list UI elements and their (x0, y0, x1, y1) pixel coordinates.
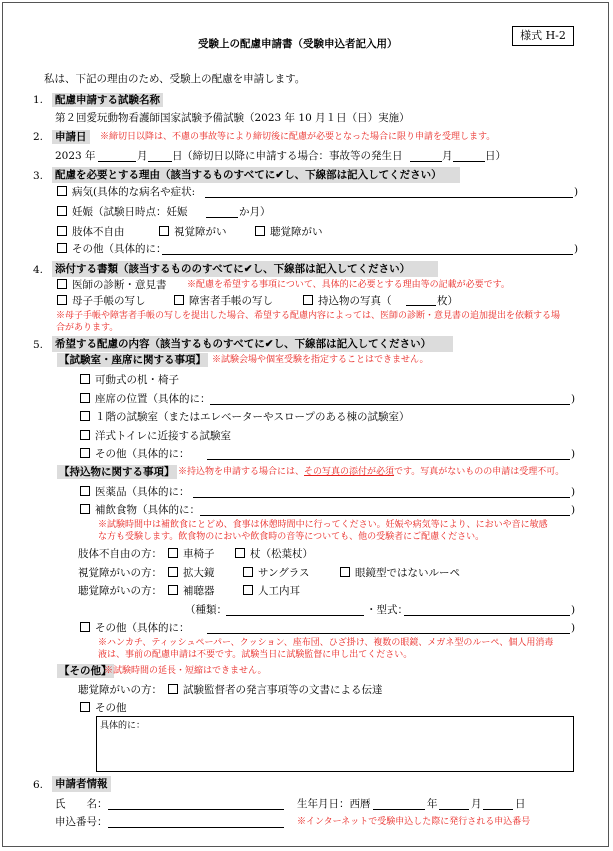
s1-number: 1. (33, 94, 44, 106)
opt-cochlear (243, 584, 300, 598)
paren-close: ) (574, 186, 579, 198)
s6-heading: 申請者情報 (52, 776, 111, 792)
carry-heading: 【持込物に関する事項】 (59, 466, 175, 478)
birth-label: 生年月日：西暦 (297, 798, 371, 810)
opt-carry-other (80, 621, 190, 635)
s4-note-line1: ※母子手帳や障害者手帳の写しを提出した場合、希望する配慮内容によっては、医師の診断・意見書の追加提出を依頼する場 (56, 311, 561, 321)
food-label: 補飲食物（具体的に： (95, 504, 200, 516)
carry-other-checkbox[interactable] (80, 622, 90, 632)
opt-medicine (80, 485, 190, 499)
paren-close: ) (571, 486, 576, 498)
doctor-note: ※配慮を希望する事項について、具体的に必要とする理由等の記載が必要です。 (187, 280, 510, 290)
opt-desk (80, 373, 179, 387)
pregnancy-months-field[interactable] (206, 217, 238, 218)
doc-disability (174, 294, 273, 308)
name-label: 氏 名： (55, 798, 108, 810)
seat-other-label: その他（具体的に： (95, 448, 190, 460)
seat-position-field[interactable] (210, 404, 570, 405)
appno-field[interactable] (108, 827, 284, 828)
s5-number: 5. (33, 339, 44, 351)
misc-note: ※試験時間の延長・短縮はできません。 (104, 666, 267, 676)
paren-close: ) (571, 622, 576, 634)
disability-checkbox[interactable] (174, 295, 184, 305)
seat-heading: 【試験室・座席に関する事項】 (59, 354, 206, 366)
exam-name: 第２回愛玩動物看護師国家試験予備試験（2023 年 10 月１日（日）実施） (55, 112, 410, 124)
s3-number: 3. (33, 170, 44, 182)
paren-close: ) (571, 393, 576, 405)
medicine-field[interactable] (193, 497, 570, 498)
s2-note: ※締切日以降は、不慮の事故等により締切後に配慮が必要となった場合に限り申請を受理します。 (100, 132, 496, 142)
carry-note-part2: その写真の添付が必須 (304, 467, 395, 477)
opt-hearing-aid (168, 584, 215, 598)
incident-month-label: 月 (442, 150, 453, 162)
food-note-line2: な方も受験します。飲食物のにおいや飲食時の音等についても、他の受験者にご配慮ください。 (98, 532, 485, 542)
food-checkbox[interactable] (80, 504, 90, 514)
specific-label: 具体的に： (100, 721, 146, 731)
doc-doctor (57, 278, 167, 292)
s3-heading: 配慮を必要とする理由（該当するものすべてに✔し、下線部は記入してください） (52, 167, 460, 183)
s2-heading: 申請日 (52, 130, 90, 144)
reason-other (57, 242, 167, 256)
opt-toilet (80, 429, 231, 443)
mother-label: 母子手帳の写し (72, 295, 146, 307)
opt-misc-other (80, 701, 127, 715)
food-field[interactable] (200, 515, 570, 516)
opt-sunglasses (243, 566, 309, 580)
pregnancy-months-label: か月） (239, 206, 271, 218)
paren-close: ) (574, 243, 579, 255)
reason-other-label: その他（具体的に： (72, 243, 167, 255)
illness-label: 病気(具体的な病名や症状: (72, 186, 196, 198)
sunglasses-checkbox[interactable] (243, 567, 253, 577)
date-month-label: 月 (137, 150, 148, 162)
birth-day-label: 日 (515, 798, 526, 810)
loupe-label: 眼鏡型ではないルーペ (355, 567, 460, 579)
cochlear-label: 人工内耳 (258, 585, 300, 597)
sunglasses-label: サングラス (258, 567, 310, 579)
carry-note-part3: です。写真がないものの申請は受理不可。 (394, 467, 565, 477)
birth-month-field[interactable] (439, 809, 469, 810)
phys-label: 肢体不自由の方： (78, 548, 162, 560)
cochlear-checkbox[interactable] (243, 585, 253, 595)
reason-illness (57, 185, 195, 199)
cane-checkbox[interactable] (235, 548, 245, 558)
date-day-label: 日 (172, 150, 183, 162)
seat-other-checkbox[interactable] (80, 448, 90, 458)
paren-close: ) (571, 604, 576, 616)
name-field[interactable] (108, 809, 284, 810)
mother-checkbox[interactable] (57, 295, 67, 305)
s2-number: 2. (33, 131, 44, 143)
opt-food (80, 503, 200, 517)
cane-label: 杖（松葉杖） (250, 548, 313, 560)
carry-note (178, 466, 564, 478)
appno-label: 申込番号： (55, 816, 108, 828)
s4-heading: 添付する書類（該当するもののすべてに✔し、下線部は記入してください） (52, 261, 438, 277)
wheelchair-checkbox[interactable] (168, 548, 178, 558)
desk-checkbox[interactable] (80, 374, 90, 384)
doc-belongings (303, 294, 392, 308)
photo-count-field[interactable] (406, 305, 436, 306)
opt-floor1 (80, 410, 409, 424)
reason-hearing (255, 225, 323, 239)
s1-heading: 配慮申請する試験名称 (52, 93, 163, 107)
pregnancy-checkbox[interactable] (57, 206, 67, 216)
floor1-checkbox[interactable] (80, 411, 90, 421)
loupe-checkbox[interactable] (340, 567, 350, 577)
toilet-label: 洋式トイレに近接する試験室 (95, 430, 231, 442)
s6-number: 6. (33, 779, 44, 791)
appno-note: ※インターネットで受験申込した際に発行される申込番号 (297, 817, 531, 827)
misc-heading: 【その他】 (59, 665, 112, 677)
birth-year-label: 年 (427, 798, 438, 810)
opt-seat-position (80, 392, 211, 406)
model-label: ・型式： (366, 604, 408, 616)
specific-textbox[interactable] (96, 716, 574, 772)
reason-pregnancy (57, 205, 188, 219)
magnifier-checkbox[interactable] (168, 567, 178, 577)
kind-field[interactable] (226, 615, 364, 616)
opt-seat-other (80, 447, 190, 461)
opt-magnifier (168, 566, 215, 580)
model-field[interactable] (404, 615, 570, 616)
hearing-label: 聴覚障がい (270, 226, 323, 238)
carry-other-label: その他（具体的に： (95, 622, 190, 634)
date-month-field[interactable] (98, 161, 136, 162)
date-day-field[interactable] (148, 161, 172, 162)
opt-wheelchair (168, 547, 215, 561)
carry-note-part1: ※持込物を申請する場合には、 (178, 467, 305, 477)
hearing-checkbox[interactable] (255, 226, 265, 236)
carry-other-note-line1: ※ハンカチ、ティッシュペーパー、クッション、座布団、ひざ掛け、複数の眼鏡、メガネ型のルーペ、個人用消毒 (98, 638, 554, 648)
reason-physical (57, 225, 125, 239)
kind-label: （種類： (185, 604, 227, 616)
floor1-label: １階の試験室（またはエレベーターやスロープのある棟の試験室） (95, 411, 410, 423)
wheelchair-label: 車椅子 (183, 548, 215, 560)
reason-visual (159, 225, 227, 239)
hearing-aid-label: 補聴器 (183, 585, 215, 597)
visual-checkbox[interactable] (159, 226, 169, 236)
doctor-label: 医師の診断・意見書 (72, 279, 167, 291)
form-title: 受験上の配慮申請書（受験申込者記入用） (198, 38, 398, 50)
opt-loupe (340, 566, 460, 580)
doc-mother (57, 294, 146, 308)
belongings-checkbox[interactable] (303, 295, 313, 305)
hearing-aid-checkbox[interactable] (168, 585, 178, 595)
s5-heading: 希望する配慮の内容（該当するものすべてに✔し、下線部は記入してください） (52, 336, 453, 352)
seat-other-field[interactable] (207, 459, 570, 460)
photo-count-label: 枚） (437, 295, 458, 307)
illness-field[interactable] (205, 197, 573, 198)
s4-number: 4. (33, 264, 44, 276)
physical-label: 肢体不自由 (72, 226, 125, 238)
seat-note: ※試験会場や個室受験を指定することはできません。 (212, 355, 429, 365)
incident-day-label: 日） (485, 150, 506, 162)
illness-checkbox[interactable] (57, 186, 67, 196)
paren-close: ) (571, 504, 576, 516)
incident-date-text: （締切日以降に申請する場合：事故等の発生日 (182, 150, 403, 162)
s4-note-line2: 合があります。 (56, 323, 119, 333)
reason-other-field[interactable] (162, 254, 573, 255)
food-note-line1: ※試験時間中は補飲食にとどめ、食事は休憩時間中に行ってください。妊娠や病気等により、においや音に敏感 (98, 520, 548, 530)
seat-position-checkbox[interactable] (80, 393, 90, 403)
carry-other-field[interactable] (207, 633, 570, 634)
hear2-label: 聴覚障がいの方： (78, 684, 162, 696)
toilet-checkbox[interactable] (80, 430, 90, 440)
birth-day-field[interactable] (483, 809, 513, 810)
misc-other-checkbox[interactable] (80, 702, 90, 712)
medicine-checkbox[interactable] (80, 486, 90, 496)
written-checkbox[interactable] (168, 684, 178, 694)
incident-month-field[interactable] (410, 161, 442, 162)
hear-label: 聴覚障がいの方： (78, 585, 162, 597)
vis-label: 視覚障がいの方： (78, 567, 162, 579)
written-label: 試験監督者の発言事項等の文書による伝達 (183, 684, 383, 696)
medicine-label: 医薬品（具体的に： (95, 486, 190, 498)
pregnancy-label: 妊娠（試験日時点：妊娠 (72, 206, 188, 218)
misc-other-label: その他 (95, 702, 127, 714)
magnifier-label: 拡大鏡 (183, 567, 215, 579)
opt-cane (235, 547, 313, 561)
disability-label: 障害者手帳の写し (189, 295, 273, 307)
reason-other-checkbox[interactable] (57, 243, 67, 253)
birth-month-label: 月 (471, 798, 482, 810)
incident-day-field[interactable] (453, 161, 485, 162)
doctor-checkbox[interactable] (57, 279, 67, 289)
form-id-box: 様式 H-2 (512, 26, 574, 46)
opt-written (168, 683, 383, 697)
desk-label: 可動式の机・椅子 (95, 374, 179, 386)
carry-other-note-line2: 液は、事前の配慮申請は不要です。試験当日に試験監督に申し出てください。 (98, 650, 413, 660)
belongings-label: 持込物の写真（ (318, 295, 392, 307)
seat-position-label: 座席の位置（具体的に： (95, 393, 211, 405)
physical-checkbox[interactable] (57, 226, 67, 236)
paren-close: ) (571, 448, 576, 460)
intro-text: 私は、下記の理由のため、受験上の配慮を申請します。 (44, 73, 306, 85)
date-year: 2023 年 (55, 150, 96, 162)
birth-year-field[interactable] (373, 809, 425, 810)
visual-label: 視覚障がい (174, 226, 227, 238)
